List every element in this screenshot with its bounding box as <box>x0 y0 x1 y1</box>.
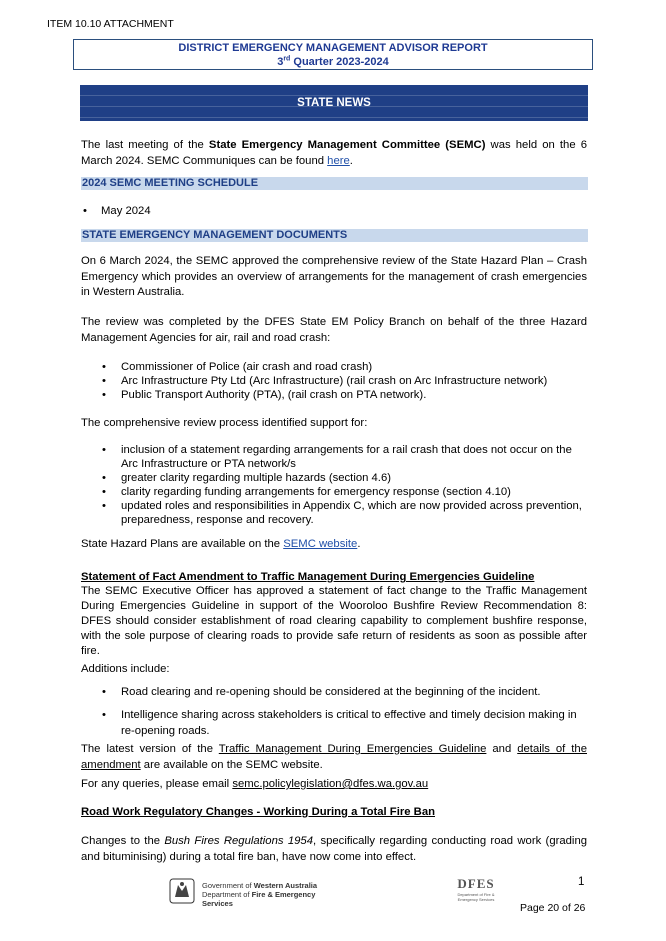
quarter-number: 3 <box>277 56 284 68</box>
gov-line-2: Department of Fire & Emergency Services <box>202 890 316 908</box>
page-number: 1 <box>578 876 585 888</box>
section-meeting-schedule: 2024 SEMC MEETING SCHEDULE <box>81 177 588 190</box>
report-title: DISTRICT EMERGENCY MANAGEMENT ADVISOR REPORT <box>178 42 488 54</box>
gov-line-1: Government of Western Australia <box>202 881 318 890</box>
quarter-suffix: rd <box>283 55 291 63</box>
dfes-wordmark: DFES <box>457 876 495 891</box>
email-link[interactable]: semc.policylegislation@dfes.wa.gov.au <box>232 778 429 790</box>
wa-government-logo <box>168 877 328 907</box>
list-item: • clarity regarding funding arrangements for emergency response (section 4.10) <box>102 486 511 498</box>
list-item: • updated roles and responsibilities in Appendix C, which are now provided across prevention, preparedness, response and recovery. <box>102 500 582 526</box>
additions-list <box>81 685 587 739</box>
amendment-details-link[interactable]: details of the amendment <box>81 743 587 771</box>
crest-icon <box>168 877 196 905</box>
communiques-link[interactable]: here <box>327 154 350 167</box>
list-item: • Commissioner of Police (air crash and road crash) <box>102 361 373 373</box>
roadwork-heading: Road Work Regulatory Changes - Working During a Total Fire Ban <box>81 806 436 818</box>
roadwork-paragraph: Changes to the Bush Fires Regulations 1954, specifically regarding conducting road work (grading and bituminising) during a total fire ban, have now come into effect. <box>81 835 588 863</box>
intro-paragraph: The last meeting of the State Emergency Management Committee (SEMC) was held on the 6 March 2024. SEMC Communiques can be found here. <box>81 139 587 167</box>
dfes-subtitle: Department of Fire & Emergency Services <box>457 892 495 902</box>
list-item: • Arc Infrastructure Pty Ltd (Arc Infrastructure) (rail crash on Arc Infrastructure network) <box>102 375 548 387</box>
semc-website-link[interactable]: SEMC website <box>283 538 358 550</box>
additions-paragraph: Additions include: <box>81 663 170 675</box>
schedule-list <box>81 204 587 218</box>
documents-paragraph-3: The comprehensive review process identified support for: <box>81 417 368 429</box>
report-title-box <box>73 39 593 70</box>
page-indicator: Page 20 of 26 <box>520 902 586 914</box>
traffic-heading: Statement of Fact Amendment to Traffic Management During Emergencies Guideline <box>81 571 535 583</box>
queries-paragraph: For any queries, please email semc.policylegislation@dfes.wa.gov.au <box>81 778 429 790</box>
list-item: • inclusion of a statement regarding arrangements for a rail crash that does not occur on the Arc Infrastructure or PTA network/s <box>102 444 572 470</box>
dfes-logo <box>452 876 500 908</box>
state-news-banner: STATE NEWS <box>80 85 588 121</box>
guideline-link[interactable]: Traffic Management During Emergencies Guideline <box>218 743 487 755</box>
traffic-paragraph-1: The SEMC Executive Officer has approved a statement of fact change to the Traffic Management During Emergencies Guideline in support of the Wooroloo Bushfire Review Recommendation 8: DFES should consider establishment of road clearing capability to complement bushfire response, with the sole purpose of clearing roads to provide safe return of residents as soon as possible after fire. <box>81 585 587 657</box>
latest-version-paragraph: The latest version of the Traffic Management During Emergencies Guideline and details of the amendment are available on the SEMC website. <box>81 743 587 771</box>
list-item: • Intelligence sharing across stakeholders is critical to effective and timely decision making in re-opening roads. <box>102 709 577 737</box>
list-item: • greater clarity regarding multiple hazards (section 4.6) <box>102 472 391 484</box>
documents-paragraph-1: On 6 March 2024, the SEMC approved the comprehensive review of the State Hazard Plan – Crash Emergency which provides an overview of arrangements for the management of crash emergencies in Western Australia. <box>81 255 587 298</box>
documents-paragraph-2: The review was completed by the DFES State EM Policy Branch on behalf of the three Hazard Management Agencies for air, rail and road crash: <box>81 316 587 344</box>
list-item: • May 2024 <box>83 205 151 217</box>
list-item: • Road clearing and re-opening should be considered at the beginning of the incident. <box>102 686 541 698</box>
agencies-list <box>81 360 587 402</box>
list-item: • Public Transport Authority (PTA), (rail crash on PTA network). <box>102 389 427 401</box>
hazard-plans-paragraph: State Hazard Plans are available on the SEMC website. <box>81 538 361 550</box>
support-list <box>81 443 587 527</box>
report-quarter <box>74 55 592 69</box>
item-attachment-tag: ITEM 10.10 ATTACHMENT <box>47 18 174 30</box>
section-em-documents: STATE EMERGENCY MANAGEMENT DOCUMENTS <box>81 229 588 242</box>
quarter-text: Quarter 2023-2024 <box>290 56 389 68</box>
